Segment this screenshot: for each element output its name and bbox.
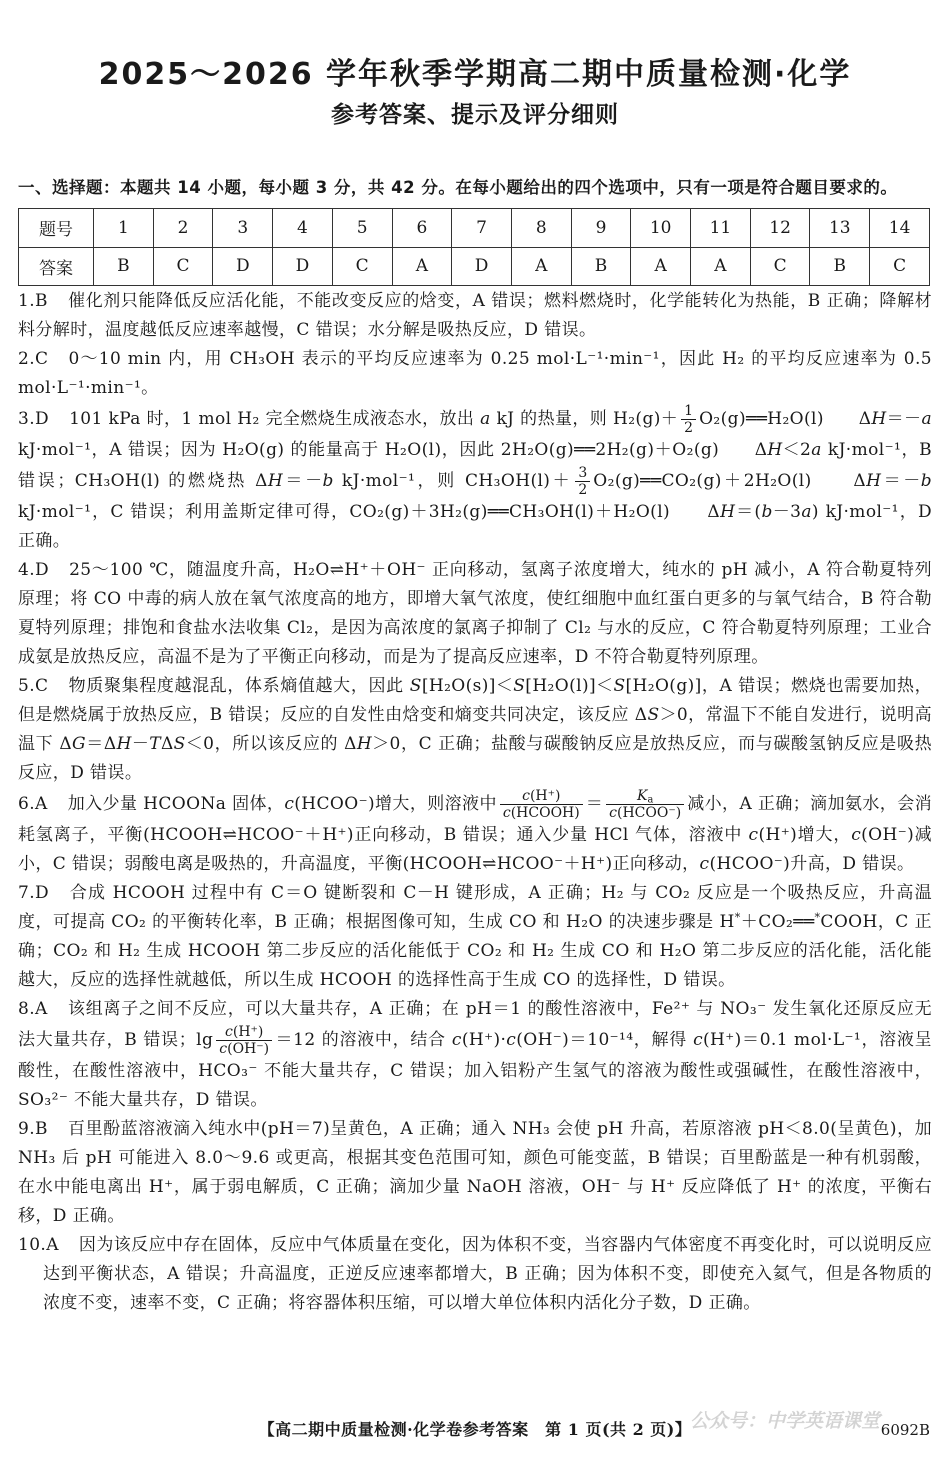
- answer-cell: C: [332, 247, 392, 286]
- text-run: －3: [772, 502, 802, 522]
- italic-variable: c: [225, 1024, 233, 1040]
- text-run: (H⁺)＝0.1 mol·L⁻¹，溶液呈酸性，在酸性溶液中，HCO₃⁻ 不能大量共存，C 错误；加入铝粉产生氢气的溶液为酸性或强碱性，在酸性溶液中，SO₃²⁻ 不能大量共存，D 错误。: [18, 1030, 933, 1110]
- text-run: [H₂O(s)]＜: [421, 676, 514, 696]
- fraction-numerator: [606, 788, 684, 805]
- italic-variable: G: [72, 734, 87, 754]
- italic-variable: b: [761, 502, 773, 522]
- fraction-denominator: [216, 1041, 272, 1057]
- explanation-label: 8.A: [18, 999, 48, 1019]
- question-number-cell: 7: [452, 209, 512, 248]
- text-run: ) kJ·mol⁻¹，D 正确。: [18, 502, 932, 551]
- table-row-question-numbers: [19, 209, 930, 248]
- text-run: kJ 的热量，则 H₂(g)＋: [490, 409, 679, 429]
- subscript: a: [647, 794, 654, 806]
- explanation-item: [18, 1231, 932, 1318]
- italic-variable: c: [522, 788, 530, 804]
- text-run: O₂(g)══H₂O(l) Δ: [699, 409, 872, 429]
- question-number-cell: 1: [94, 209, 154, 248]
- italic-variable: S: [409, 676, 422, 696]
- text-run: ＞0，C 正确；盐酸与碳酸钠反应是放热反应，而与碳酸氢钠反应是吸热反应，D 错误。: [18, 734, 932, 783]
- text-run: (OH⁻)＝10⁻¹⁴，解得: [516, 1030, 694, 1050]
- text-run: 2: [684, 420, 694, 436]
- text-run: kJ·mol⁻¹，A 错误；因为 H₂O(g) 的能量高于 H₂O(l)，因此 2H₂O(g)══2H₂(g)＋O₂(g) Δ: [18, 440, 768, 460]
- fraction-denominator: [606, 805, 684, 821]
- fraction-numerator: [575, 465, 590, 482]
- text-run: kJ·mol⁻¹，C 错误；利用盖斯定律可得，CO₂(g)＋3H₂(g)══CH₃OH(l)＋H₂O(l) Δ: [18, 502, 721, 522]
- question-number-cell: 2: [153, 209, 213, 248]
- superscript: *: [814, 910, 821, 924]
- italic-variable: H: [720, 502, 736, 522]
- italic-variable: b: [322, 471, 334, 491]
- footer-paper-code: 6092B: [880, 1421, 930, 1439]
- text-run: [H₂O(l)]＜: [525, 676, 614, 696]
- text-run: 101 kPa 时，1 mol H₂ 完全燃烧生成液态水，放出: [69, 409, 481, 429]
- italic-variable: b: [920, 471, 933, 491]
- section-heading: 一、选择题：本题共 14 小题，每小题 3 分，共 42 分。在每小题给出的四个选项中，只有一项是符合题目要求的。: [18, 178, 898, 197]
- explanation-label: 9.B: [18, 1119, 48, 1139]
- italic-variable: T: [149, 734, 161, 754]
- row-header-answer: 答案: [19, 247, 94, 286]
- text-run: (H⁺)增大，: [758, 825, 852, 845]
- answer-cell: D: [213, 247, 273, 286]
- fraction: [216, 1024, 272, 1057]
- italic-variable: c: [219, 1041, 228, 1057]
- italic-variable: c: [506, 1030, 517, 1050]
- watermark: 公众号：中学英语课堂: [690, 1410, 881, 1432]
- text-run: (HCOOH): [510, 805, 580, 821]
- table-row-answers: [19, 247, 930, 286]
- answer-cell: B: [94, 247, 154, 286]
- italic-variable: c: [609, 805, 617, 821]
- answer-cell: A: [392, 247, 452, 286]
- fraction-denominator: [681, 420, 696, 436]
- text-run: 2: [578, 482, 588, 498]
- superscript: *: [734, 910, 741, 924]
- italic-variable: c: [693, 1030, 703, 1050]
- text-run: (OH⁻): [227, 1041, 270, 1057]
- question-number-cell: 11: [691, 209, 751, 248]
- italic-variable: c: [699, 854, 710, 874]
- explanation-item: [18, 995, 932, 1115]
- italic-variable: c: [851, 825, 862, 845]
- fraction-denominator: [500, 805, 583, 821]
- explanation-item: [18, 788, 932, 879]
- explanation-item: [18, 287, 932, 345]
- text-run: ＝Δ: [86, 734, 117, 754]
- text-run: 3: [578, 465, 588, 481]
- text-run: kJ·mol⁻¹，B 错误；CH₃OH(l) 的燃烧热 Δ: [18, 440, 932, 491]
- explanation-label: 2.C: [18, 349, 49, 369]
- text-run: ＜0，所以该反应的 Δ: [185, 734, 357, 754]
- text-run: (OH⁻)减小，C 错误；弱酸电离是吸热的，升高温度，平衡(HCOOH⇌HCOO⁻＋H⁺)正向移动，: [18, 825, 932, 874]
- text-run: 合成 HCOOH 过程中有 C＝O 键断裂和 C－H 键形成，A 正确；H₂ 与 CO₂ 反应是一个吸热反应，升高温度，可提高 CO₂ 的平衡转化率，B 正确；根据图像可知，生成 CO 和 H₂O 的决速步骤是 H: [18, 883, 932, 932]
- italic-variable: c: [502, 805, 511, 821]
- italic-variable: c: [748, 825, 759, 845]
- italic-variable: a: [801, 502, 812, 522]
- explanation-item: [18, 556, 932, 672]
- question-number-cell: 9: [571, 209, 631, 248]
- footer-page-info: 【高二期中质量检测·化学卷参考答案 第 1 页(共 2 页)】: [258, 1420, 692, 1439]
- text-run: (HCOO⁻)升高，D 错误。: [709, 854, 915, 874]
- text-run: 该组离子之间不反应，可以大量共存，A 正确；在 pH＝1 的酸性溶液中，Fe²⁺ 与 NO₃⁻ 发生氧化还原反应无法大量共存，B 错误；lg: [18, 999, 932, 1050]
- fraction-numerator: [500, 788, 583, 805]
- explanation-item: [18, 879, 932, 995]
- text-run: COOH，C 正确；CO₂ 和 H₂ 生成 HCOOH 第二步反应的活化能低于 CO₂ 和 H₂ 生成 CO 和 H₂O 第二步反应的活化能，活化能越大，反应的选择性就越低，所以生成 HCOOH 的选择性高于生成 CO 的选择性，D 错误。: [18, 912, 932, 990]
- text-run: －: [131, 734, 150, 754]
- italic-variable: H: [267, 471, 284, 491]
- italic-variable: S: [647, 705, 660, 725]
- answer-cell: D: [273, 247, 333, 286]
- explanation-label: 4.D: [18, 560, 50, 580]
- question-number-cell: 8: [511, 209, 571, 248]
- italic-variable: c: [284, 794, 295, 814]
- page-subtitle: 参考答案、提示及评分细则: [331, 102, 619, 128]
- italic-variable: H: [116, 734, 132, 754]
- question-number-cell: 14: [870, 209, 930, 248]
- answer-cell: C: [153, 247, 213, 286]
- fraction: [575, 465, 590, 498]
- explanation-label: 7.D: [18, 883, 50, 903]
- text-run: Δ: [160, 734, 174, 754]
- explanation-item: [18, 672, 932, 788]
- text-run: 百里酚蓝溶液滴入纯水中(pH＝7)呈黄色，A 正确；通入 NH₃ 会使 pH 升高，若原溶液 pH＜8.0(呈黄色)，加 NH₃ 后 pH 可能进入 8.0～9.6 或更高，根据其变色范围可知，颜色可能变蓝，B 错误；百里酚蓝是一种有机弱酸，在水中能电离出 H⁺，属于弱电解质，C 正确；滴加少量 NaOH 溶液，OH⁻ 与 H⁺ 反应降低了 H⁺ 的浓度，平衡右移，D 正确。: [18, 1119, 932, 1226]
- text-run: 因为该反应中存在固体，反应中气体质量在变化，因为体积不变，当容器内气体密度不再变化时，可以说明反应达到平衡状态，A 错误；升高温度，正逆反应速率都增大，B 正确；因为体积不变，即使充入氦气，但是各物质的浓度不变，速率不变，C 正确；将容器体积压缩，可以增大单位体积内活化分子数，D 正确。: [43, 1235, 932, 1313]
- text-run: ＝－: [886, 409, 922, 429]
- text-run: (H⁺): [529, 788, 561, 804]
- answer-cell: A: [511, 247, 571, 286]
- italic-variable: S: [513, 676, 526, 696]
- text-run: 0～10 min 内，用 CH₃OH 表示的平均反应速率为 0.25 mol·L⁻¹·min⁻¹，因此 H₂ 的平均反应速率为 0.5 mol·L⁻¹·min⁻¹。: [18, 349, 932, 398]
- question-number-cell: 13: [810, 209, 870, 248]
- answer-cell: D: [452, 247, 512, 286]
- italic-variable: S: [173, 734, 186, 754]
- answer-cell: B: [810, 247, 870, 286]
- question-number-cell: 6: [392, 209, 452, 248]
- text-run: (HCOO⁻): [617, 805, 682, 821]
- text-run: O₂(g)══CO₂(g)＋2H₂O(l) Δ: [593, 471, 867, 491]
- question-number-cell: 3: [213, 209, 273, 248]
- answer-cell: C: [750, 247, 810, 286]
- italic-variable: a: [480, 409, 491, 429]
- explanation-label: 3.D: [18, 409, 50, 429]
- explanation-label: 10.A: [18, 1235, 59, 1255]
- italic-variable: a: [811, 440, 822, 460]
- italic-variable: H: [356, 734, 373, 754]
- explanation-label: 5.C: [18, 676, 49, 696]
- text-run: ＝－: [881, 471, 921, 491]
- text-run: 1: [684, 403, 694, 419]
- answer-cell: B: [571, 247, 631, 286]
- explanation-item: [18, 1115, 932, 1231]
- italic-variable: H: [767, 440, 783, 460]
- text-run: ＝－: [283, 471, 323, 491]
- text-run: ＋CO₂══: [740, 912, 815, 932]
- text-run: ＜2: [782, 440, 812, 460]
- text-run: (HCOO⁻)增大，则溶液中: [294, 794, 497, 814]
- fraction-denominator: [575, 482, 590, 498]
- row-header-question-number: 题号: [19, 209, 94, 248]
- italic-variable: H: [871, 409, 887, 429]
- text-run: ＝: [585, 794, 604, 814]
- italic-variable: c: [451, 1030, 462, 1050]
- italic-variable: H: [866, 471, 882, 491]
- text-run: 减小，A 正确；滴加氨水，会消耗氢离子，平衡(HCOOH⇌HCOO⁻＋H⁺)正向移动，B 错误；通入少量 HCl 气体，溶液中: [18, 794, 933, 845]
- fraction: [606, 788, 684, 821]
- text-run: kJ·mol⁻¹，则 CH₃OH(l)＋: [333, 471, 573, 491]
- text-run: [H₂O(g)]，A 错误；燃烧也需要加热，但是燃烧属于放热反应，B 错误；反应的自发性由焓变和熵变共同决定，该反应 Δ: [18, 676, 933, 725]
- fraction: [681, 403, 696, 436]
- question-number-cell: 4: [273, 209, 333, 248]
- answer-cell: A: [631, 247, 691, 286]
- text-run: ＝(: [735, 502, 762, 522]
- text-run: 催化剂只能降低反应活化能，不能改变反应的焓变，A 错误；燃料燃烧时，化学能转化为热能，B 正确；降解材料分解时，温度越低反应速率越慢，C 错误；水分解是吸热反应，D 错误。: [18, 291, 932, 340]
- question-number-cell: 5: [332, 209, 392, 248]
- text-run: 25～100 ℃，随温度升高，H₂O⇌H⁺＋OH⁻ 正向移动，氢离子浓度增大，纯水的 pH 减小，A 符合勒夏特列原理；将 CO 中毒的病人放在氧气浓度高的地方，即增大氧气浓度，使红细胞中血红蛋白更多的与氧气结合，B 符合勒夏特列原理；排饱和食盐水法收集 Cl₂，是因为高浓度的氯离子抑制了 Cl₂ 与水的反应，C 符合勒夏特列原理；工业合成氨是放热反应，高温不是为了平衡正向移动，而是为了提高反应速率，D 不符合勒夏特列原理。: [18, 560, 932, 667]
- text-run: ＝12 的溶液中，结合: [275, 1030, 452, 1050]
- question-number-cell: 10: [631, 209, 691, 248]
- answer-cell: C: [870, 247, 930, 286]
- text-run: (H⁺)·: [461, 1030, 507, 1050]
- answer-table: [18, 208, 930, 286]
- fraction-numerator: [216, 1024, 272, 1041]
- italic-variable: S: [613, 676, 626, 696]
- fraction-numerator: [681, 403, 696, 420]
- explanation-label: 1.B: [18, 291, 48, 311]
- explanation-item: [18, 403, 932, 556]
- text-run: (H⁺): [232, 1024, 264, 1040]
- explanations-list: [0, 287, 950, 1318]
- explanation-label: 6.A: [18, 794, 48, 814]
- explanation-item: [18, 345, 932, 403]
- text-run: ＞0，常温下不能自发进行，说明高温下 Δ: [18, 705, 932, 754]
- answer-cell: A: [691, 247, 751, 286]
- fraction: [500, 788, 583, 821]
- text-run: 物质聚集程度越混乱，体系熵值越大，因此: [68, 676, 410, 696]
- italic-variable: K: [637, 788, 648, 804]
- question-number-cell: 12: [750, 209, 810, 248]
- text-run: 加入少量 HCOONa 固体，: [67, 794, 285, 814]
- page-title: 2025～2026 学年秋季学期高二期中质量检测·化学: [98, 57, 852, 92]
- italic-variable: a: [921, 409, 932, 429]
